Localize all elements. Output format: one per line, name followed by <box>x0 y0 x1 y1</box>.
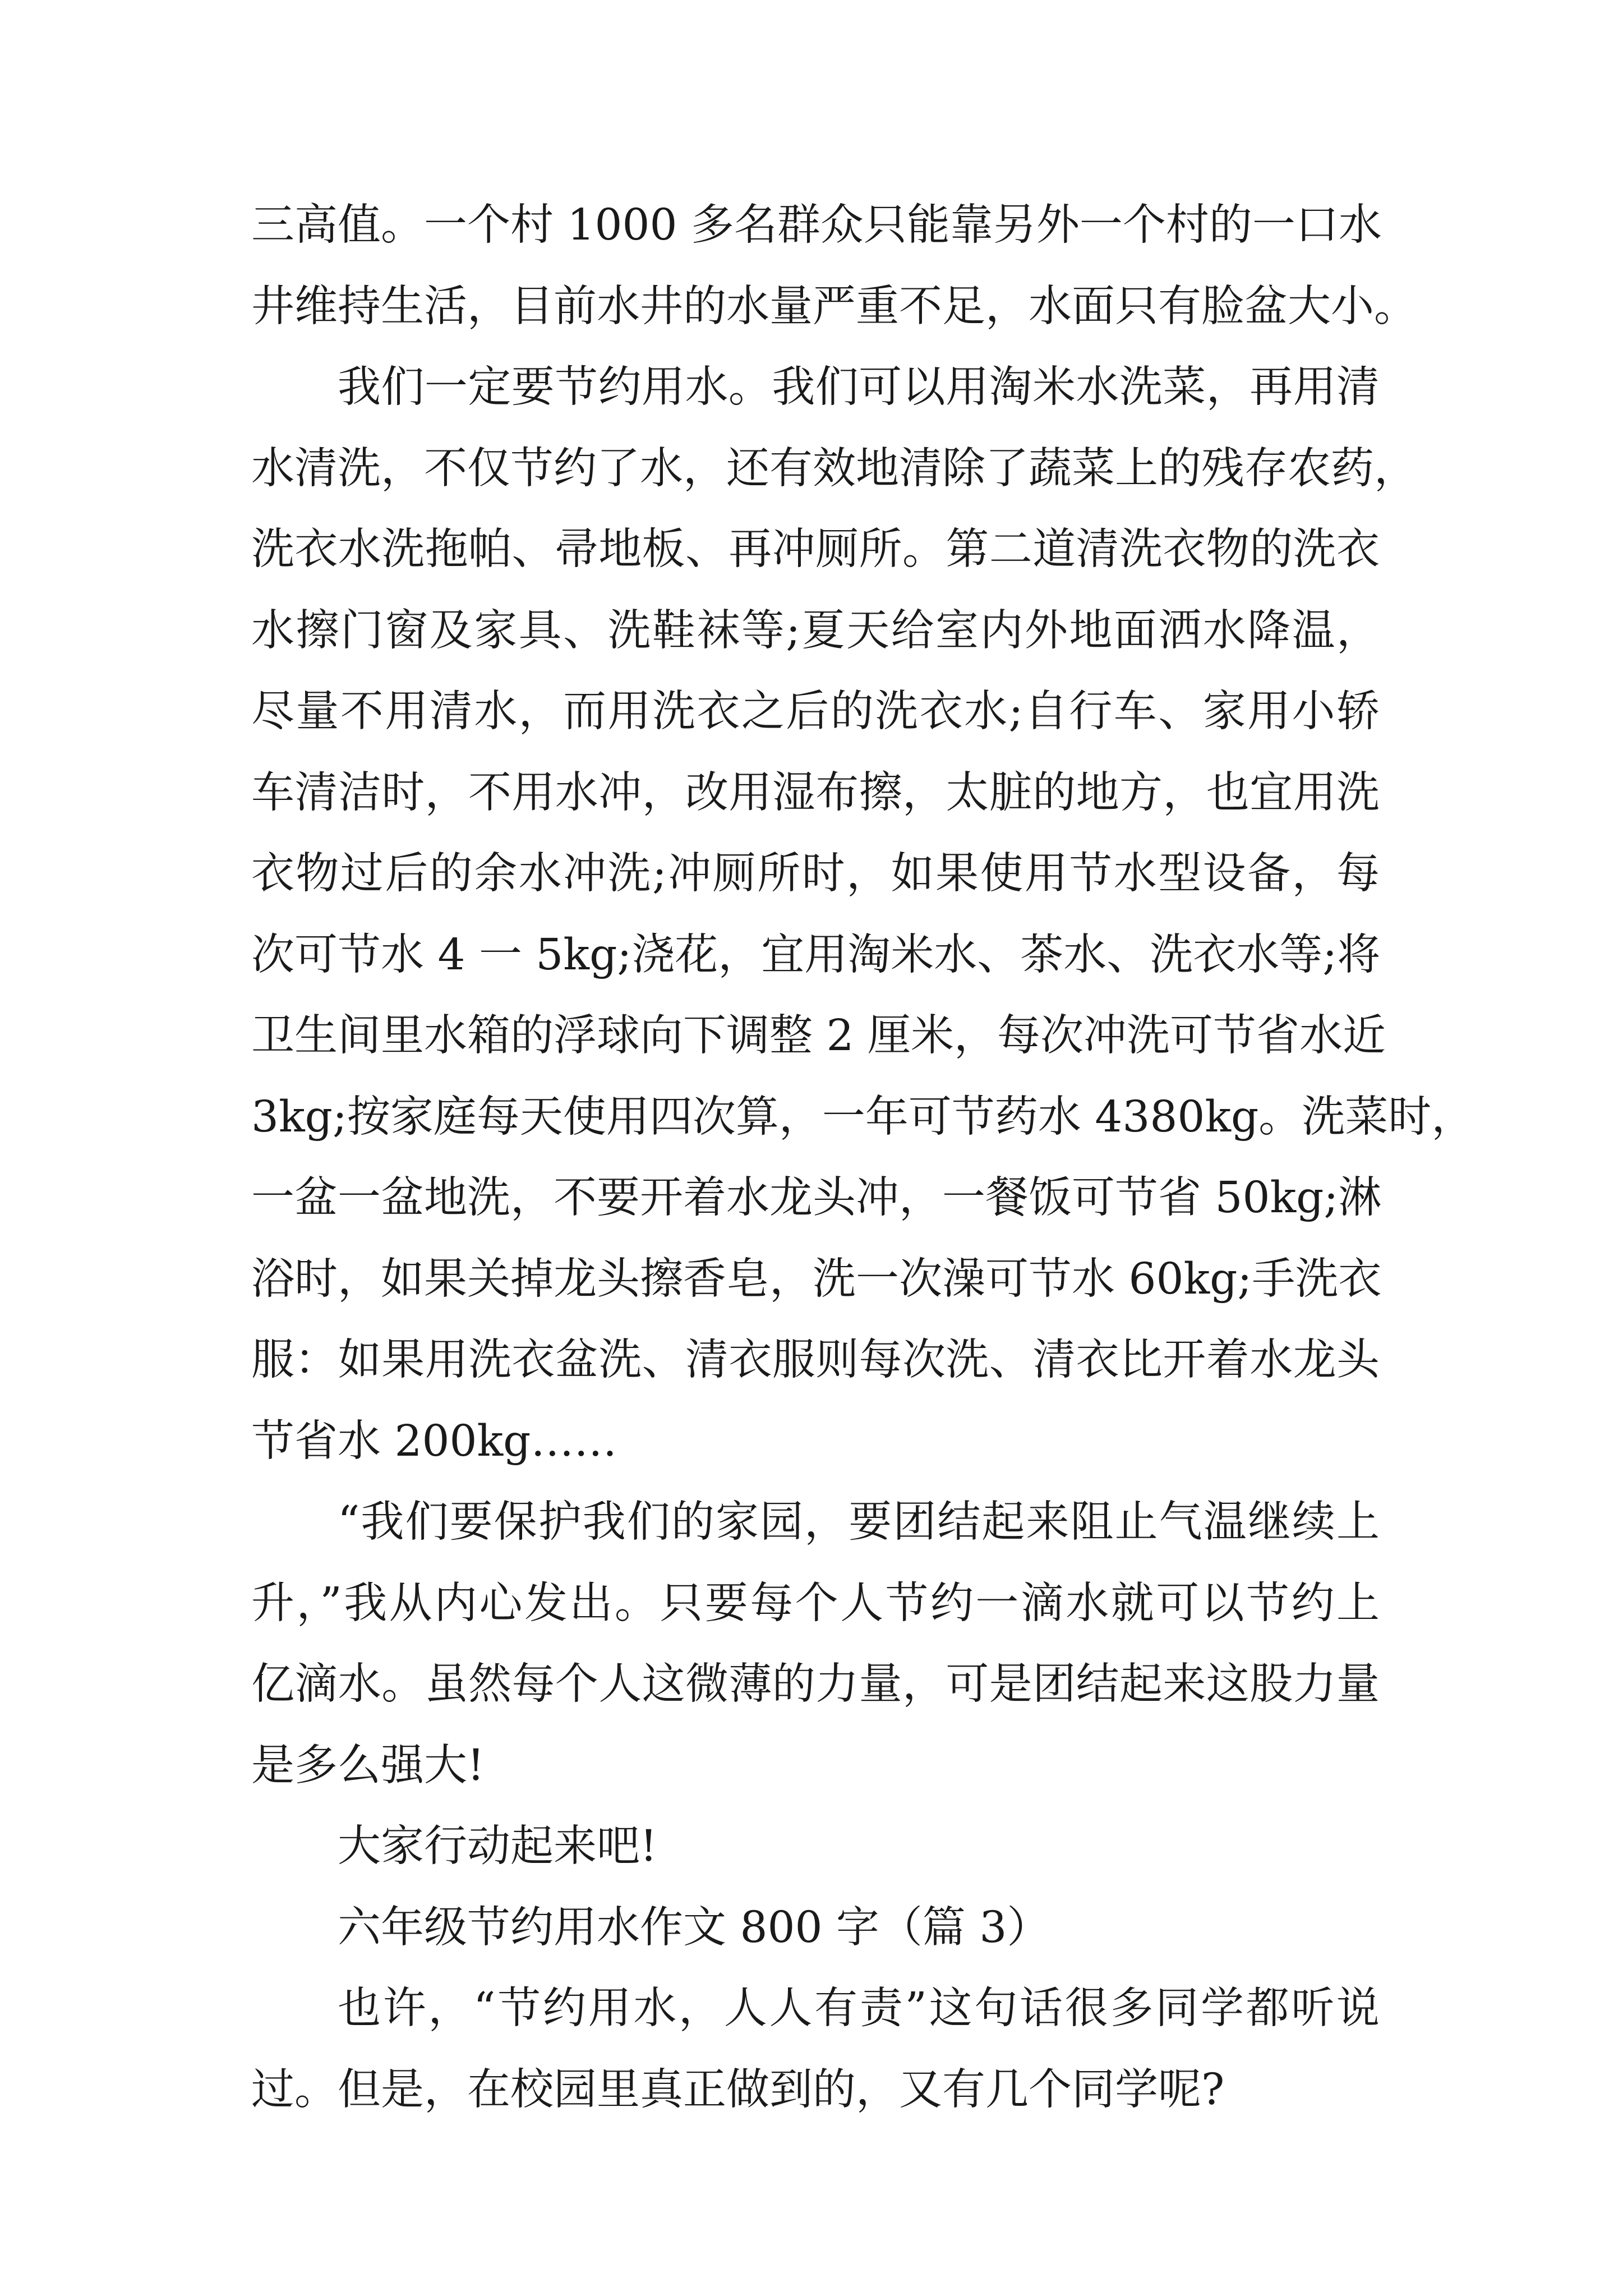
text-line: 浴时，如果关掉龙头擦香皂，洗一次澡可节水 60kg;手洗衣 <box>251 1254 1382 1304</box>
text-line: 亿滴水。虽然每个人这微薄的力量，可是团结起来这股力量 <box>251 1659 1380 1709</box>
text-line: 也许，“节约用水，人人有责”这句话很多同学都听说 <box>338 1984 1380 2033</box>
text-line: 水清洗，不仅节约了水，还有效地清除了蔬菜上的残存农药， <box>251 443 1417 494</box>
text-line: 服：如果用洗衣盆洗、清衣服则每次洗、清衣比开着水龙头 <box>251 1335 1380 1385</box>
text-line: 大家行动起来吧! <box>338 1821 657 1871</box>
text-line: 过。但是，在校园里真正做到的，又有几个同学呢? <box>251 2064 1225 2115</box>
text-line: 升，”我从内心发出。只要每个人节约一滴水就可以节约上 <box>251 1578 1380 1628</box>
text-line: 我们一定要节约用水。我们可以用淘米水洗菜，再用清 <box>338 362 1380 412</box>
text-line: 一盆一盆地洗，不要开着水龙头冲，一餐饭可节省 50kg;淋 <box>251 1173 1382 1223</box>
text-line: 节省水 200kg…… <box>251 1416 617 1466</box>
text-line: 是多么强大! <box>251 1740 485 1791</box>
text-line: 水擦门窗及家具、洗鞋袜等;夏天给室内外地面洒水降温， <box>251 605 1380 656</box>
text-line: 洗衣水洗拖帕、帚地板、再冲厕所。第二道清洗衣物的洗衣 <box>251 524 1380 574</box>
section-heading: 六年级节约用水作文 800 字（篇 3） <box>338 1902 1050 1953</box>
text-line: “我们要保护我们的家园，要团结起来阻止气温继续上 <box>338 1497 1380 1547</box>
text-line: 井维持生活，目前水井的水量严重不足，水面只有脸盆大小。 <box>251 281 1417 332</box>
text-line: 三高值。一个村 1000 多名群众只能靠另外一个村的一口水 <box>251 200 1382 250</box>
article-body <box>251 185 1475 2131</box>
text-line: 3kg;按家庭每天使用四次算，一年可节药水 4380kg。洗菜时， <box>251 1092 1475 1142</box>
text-line: 尽量不用清水，而用洗衣之后的洗衣水;自行车、家用小轿 <box>251 687 1380 737</box>
text-line: 卫生间里水箱的浮球向下调整 2 厘米，每次冲洗可节省水近 <box>251 1011 1386 1061</box>
text-line: 车清洁时，不用水冲，改用湿布擦，太脏的地方，也宜用洗 <box>251 767 1380 818</box>
text-line: 衣物过后的余水冲洗;冲厕所时，如果使用节水型设备，每 <box>251 849 1380 899</box>
text-line: 次可节水 4 一 5kg;浇花，宜用淘米水、茶水、洗衣水等;将 <box>251 930 1381 980</box>
